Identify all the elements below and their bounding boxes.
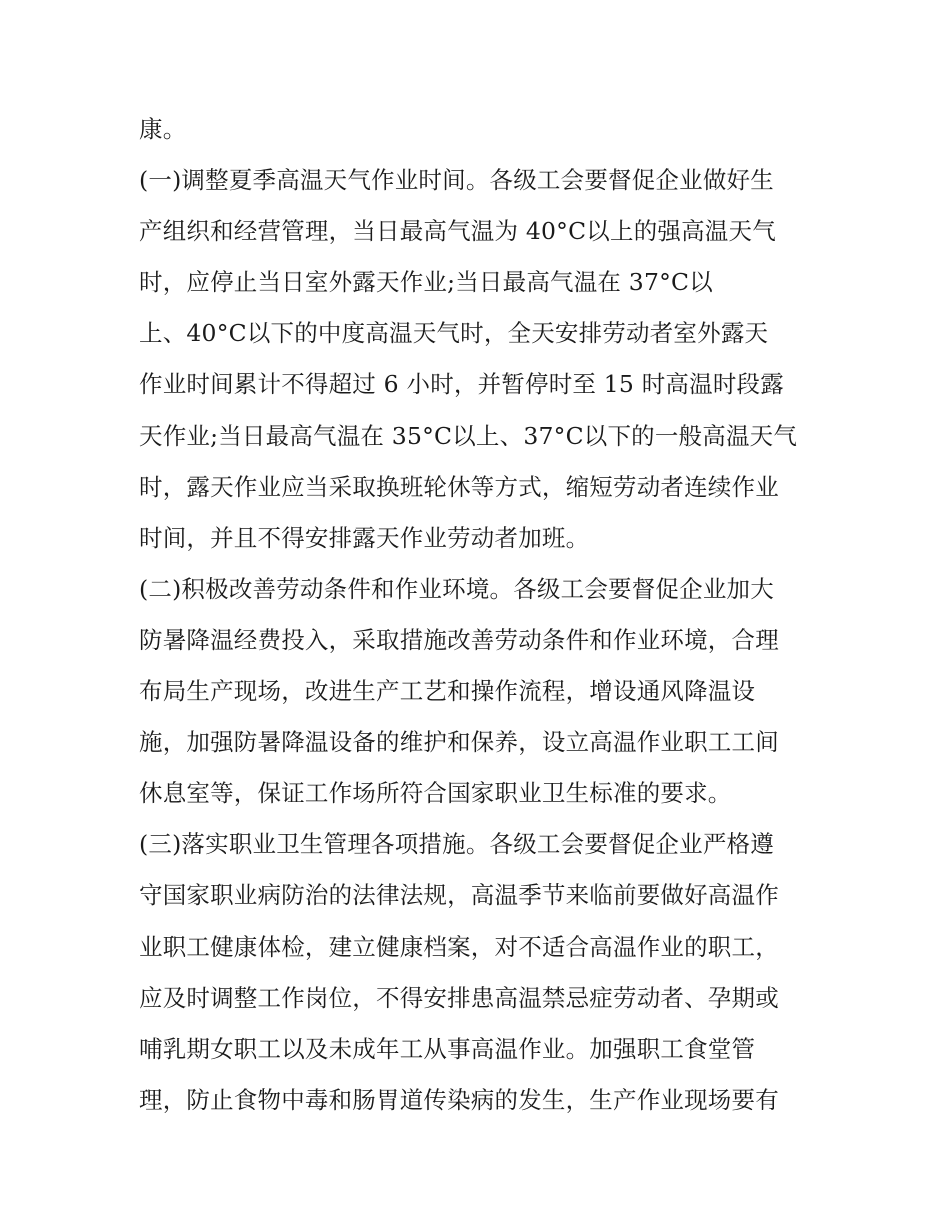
text-line: 守国家职业病防治的法律法规，高温季节来临前要做好高温作 [139,881,779,910]
text-line: 时，应停止当日室外露天作业;当日最高气温在 37°C以 [139,268,713,297]
text-line: (三)落实职业卫生管理各项措施。各级工会要督促企业严格遵 [139,830,774,859]
document-body [139,107,839,1129]
text-line: 产组织和经营管理，当日最高气温为 40°C以上的强高温天气 [139,217,776,246]
text-line: 防暑降温经费投入，采取措施改善劳动条件和作业环境，合理 [139,625,779,654]
text-line: 布局生产现场，改进生产工艺和操作流程，增设通风降温设 [139,677,756,706]
text-line: 哺乳期女职工以及未成年工从事高温作业。加强职工食堂管 [139,1034,756,1063]
text-line: (一)调整夏季高温天气作业时间。各级工会要督促企业做好生 [139,166,774,195]
text-line: 理，防止食物中毒和肠胃道传染病的发生，生产作业现场要有 [139,1085,779,1114]
text-line: 康。 [139,115,187,143]
text-line: (二)积极改善劳动条件和作业环境。各级工会要督促企业加大 [139,574,774,603]
text-line: 休息室等，保证工作场所符合国家职业卫生标准的要求。 [139,779,732,808]
text-line: 天作业;当日最高气温在 35°C以上、37°C以下的一般高温天气 [139,421,798,450]
text-line: 上、40°C以下的中度高温天气时，全天安排劳动者室外露天 [139,319,769,348]
text-line: 施，加强防暑降温设备的维护和保养，设立高温作业职工工间 [139,728,779,757]
text-line: 时，露天作业应当采取换班轮休等方式，缩短劳动者连续作业 [139,472,779,501]
text-line: 时间，并且不得安排露天作业劳动者加班。 [139,523,590,552]
text-line: 业职工健康体检，建立健康档案，对不适合高温作业的职工， [139,932,779,961]
text-line: 应及时调整工作岗位，不得安排患高温禁忌症劳动者、孕期或 [139,983,779,1012]
text-line: 作业时间累计不得超过 6 小时，并暂停时至 15 时高温时段露 [139,370,784,399]
